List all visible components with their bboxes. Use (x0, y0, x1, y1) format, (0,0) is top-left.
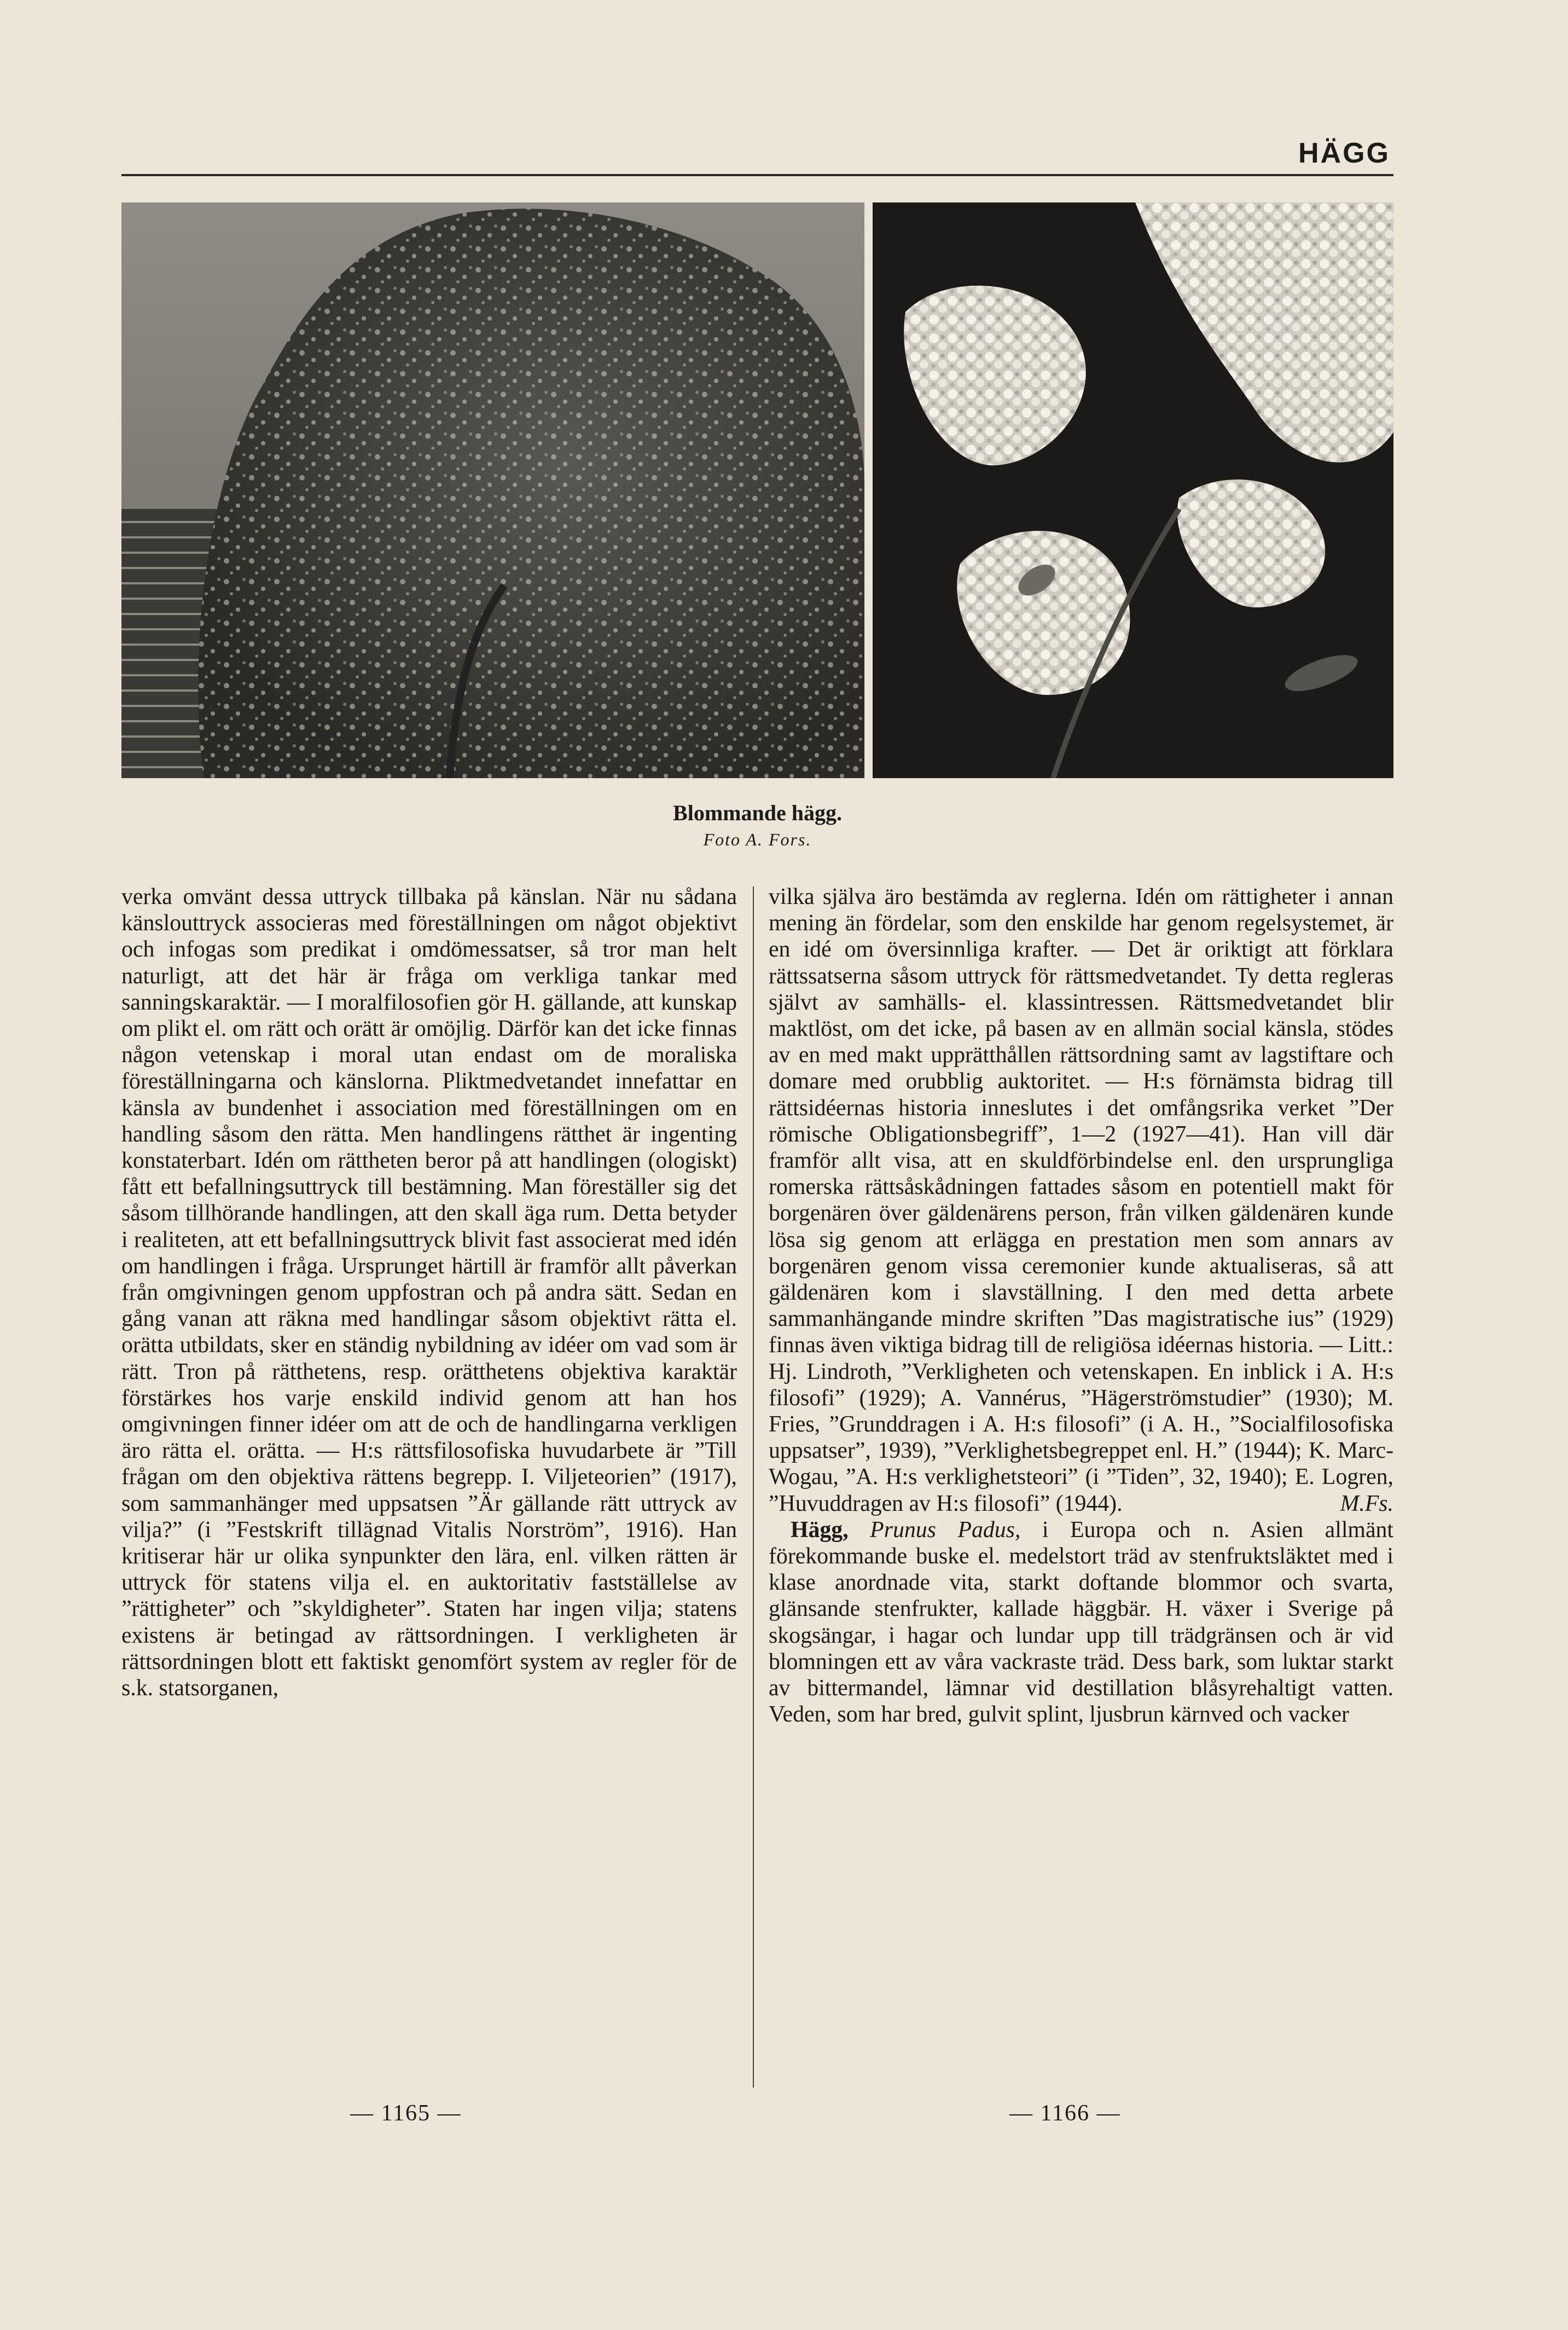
column-divider (753, 886, 754, 2088)
left-text-column (121, 884, 737, 2074)
entry-species: Prunus Padus, (870, 1517, 1021, 1543)
header-rule (121, 174, 1393, 176)
page-number-right: — 1166 — (1009, 2101, 1121, 2126)
photo-flower-clusters (873, 202, 1393, 778)
entry-text: i Europa och n. Asien allmänt förekommande buske el. medelstort träd av stenfruktsläktet med i klase anordnade vita, starkt doftande blommor och svarta, glänsande stenfrukter, kallade häggbär. H. växer i Sverige på skogsängar, i hagar och lundar upp till trädgränsen och är vid blomningen ett av våra vackraste träd. Dess bark, som luktar starkt av bittermandel, lämnar vid destillation blåsyrehaltigt vatten. Veden, som har bred, gulvit splint, ljusbrun kärnved och vacker (769, 1517, 1393, 1728)
right-text-column (769, 884, 1393, 2074)
tree-photo-image (121, 202, 864, 778)
author-signature: M.Fs. (1340, 1491, 1393, 1516)
running-head: HÄGG (1298, 137, 1390, 169)
right-column-text (769, 884, 1393, 1517)
entry-headword: Hägg, (791, 1517, 849, 1543)
page-number-left: — 1165 — (350, 2101, 462, 2126)
left-column-text: verka omvänt dessa uttryck tillbaka på känslan. När nu sådana känslouttryck associeras med föreställningen om något objektivt och infogas som predikat i omdömessatser, så tror man helt naturligt, att det här är fråga om verkliga tankar med sanningskaraktär. — I moralfilosofien gör H. gällande, att kunskap om plikt el. om rätt och orätt är omöjlig. Därför kan det icke finnas någon vetenskap i moral utan endast om de moraliska föreställningarna och känslorna. Pliktmedvetandet innefattar en känsla av bundenhet i association med föreställningen om en handling såsom den rätta. Men handlingens rätthet är ingenting konstaterbart. Idén om rättheten beror på att handlingen (ologiskt) fått ett befallningsuttryck till bestämning. Man föreställer sig det såsom tillhörande handlingen, att den skall äga rum. Detta betyder i realiteten, att ett befallningsuttryck blivit fast associerat med idén om handlingen i fråga. Ursprunget härtill är framför allt påverkan från omgivningen genom uppfostran och på andra sätt. Sedan en gång vanan att räkna med handlingar såsom objektivt rätta el. orätta utbildats, sker en ständig nybildning av idéer om vad som är rätt. Tron på rätthetens, resp. orätthetens objektiva karaktär förstärkes hos varje enskild individ genom att han hos omgivningen finner idéer om att de och de handlingarna verkligen äro rätta el. orätta. — H:s rättsfilosofiska huvudarbete är ”Till frågan om den objektiva rättens begrepp. I. Viljeteorien” (1917), som sammanhänger med uppsatsen ”Är gällande rätt uttryck av vilja?” (i ”Festskrift tillägnad Vitalis Norström”, 1916). Han kritiserar här ur olika synpunkter den lära, enl. vilken rätten är uttryck för statens vilja el. en auktoritativ fastställelse av ”rättigheter” och ”skyldigheter”. Staten har ingen vilja; statens existens är betingad av rättsordningen. I verkligheten är rättsordningen blott ett faktiskt genomfört system av regler för de s.k. statsorganen, (121, 884, 737, 1701)
photo-blooming-tree (121, 202, 864, 778)
right-column-body: vilka själva äro bestämda av reglerna. Idén om rättigheter i annan mening än fördelar, som den enskilde har genom regelsystemet, är en idé om översinnliga krafter. — Det är oriktigt att förklara rättssatserna såsom uttryck för rättsmedvetandet. Ty detta regleras självt av samhälls- el. klassintressen. Rättsmedvetandet blir maktlöst, om det icke, på basen av en allmän social känsla, stödes av en med makt upprätthållen rättsordning samt av lagstiftare och domare med orubblig auktoritet. — H:s förnämsta bidrag till rättsidéernas historia inneslutes i det omfångsrika verket ”Der römische Obligationsbegriff”, 1—2 (1927—41). Han vill där framför allt visa, att en skuldförbindelse enl. den ursprungliga romerska rättsåskådningen fattades såsom en potentiell makt för borgenären över gäldenärens person, från vilken gäldenären kunde lösa sig genom att erlägga en prestation men som annars av borgenären genom vissa ceremonier kunde aktualiseras, så att gäldenären kom i slavställning. I den med detta arbete sammanhängande mindre skriften ”Das magistratische ius” (1929) finnas även viktiga bidrag till de religiösa idéernas historia. — Litt.: Hj. Lindroth, ”Verkligheten och vetenskapen. En inblick i A. H:s filosofi” (1929); A. Vannérus, ”Hägerströmstudier” (1930); M. Fries, ”Grunddragen i A. H:s filosofi” (i A. H., ”Socialfilosofiska uppsatser”, 1939), ”Verklighetsbegreppet enl. H.” (1944); K. Marc-Wogau, ”A. H:s verklighetsteori” (i ”Tiden”, 32, 1940); E. Logren, ”Huvuddragen av H:s filosofi” (1944). (769, 884, 1393, 1516)
figure-caption: Blommande hägg. (673, 801, 842, 825)
flower-photo-image (873, 202, 1393, 778)
entry-hagg (769, 1517, 1393, 1728)
photo-credit: Foto A. Fors. (703, 830, 812, 849)
